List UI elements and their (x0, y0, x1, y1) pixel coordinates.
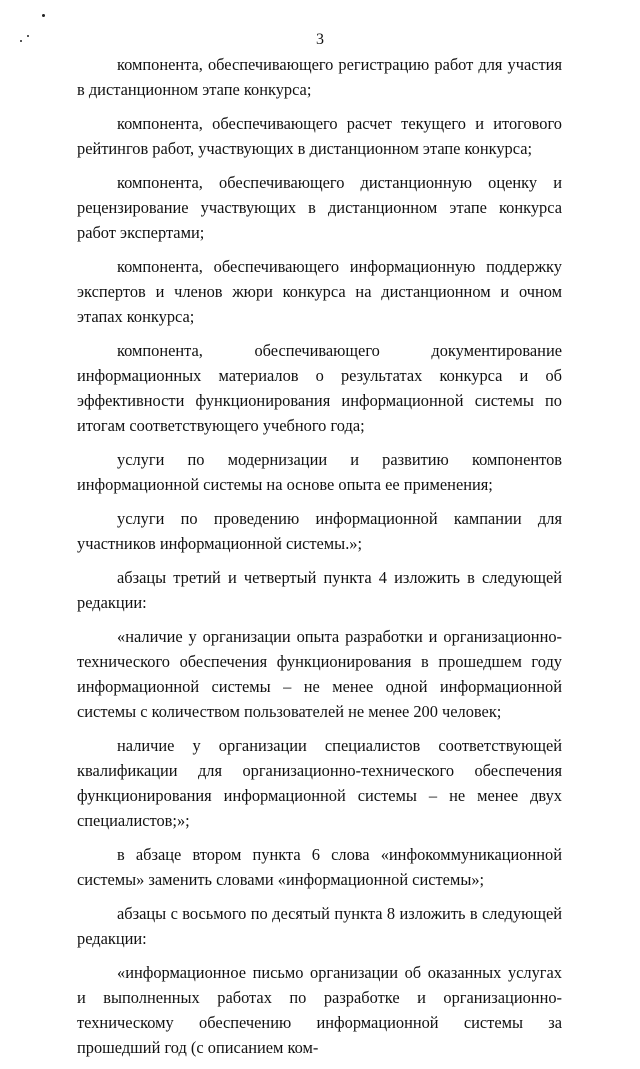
paragraph: компонента, обеспечивающего документирование информационных материалов о результатах конкурса и об эффективности функционирования информационной системы по итогам соответствующего учебного года; (77, 341, 562, 435)
paragraph: компонента, обеспечивающего информационную поддержку экспертов и членов жюри конкурса на дистанционном и очном этапах конкурса; (77, 257, 562, 326)
paragraph: «наличие у организации опыта разработки и организационно-технического обеспечения функционирования в прошедшем году информационной системы – не менее одной информационной системы с количеством пользователей не менее 200 человек; (77, 627, 562, 721)
paragraph: «информационное письмо организации об оказанных услугах и выполненных работах по разработке и организационно-техническому обеспечению информационной системы за прошедший год (с описанием ком- (77, 963, 562, 1057)
paragraph: в абзаце втором пункта 6 слова «инфокоммуникационной системы» заменить словами «информационной системы»; (77, 845, 562, 889)
paragraph: компонента, обеспечивающего регистрацию работ для участия в дистанционном этапе конкурса; (77, 55, 562, 99)
paragraph: услуги по модернизации и развитию компонентов информационной системы на основе опыта ее применения; (77, 450, 562, 494)
page-number: 3 (316, 31, 324, 48)
document-body (77, 52, 562, 1069)
paragraph: компонента, обеспечивающего расчет текущего и итогового рейтингов работ, участвующих в дистанционном этапе конкурса; (77, 114, 562, 158)
paragraph: наличие у организации специалистов соответствующей квалификации для организационно-технического обеспечения функционирования информационной системы – не менее двух специалистов;»; (77, 736, 562, 830)
paragraph: абзацы с восьмого по десятый пункта 8 изложить в следующей редакции: (77, 904, 562, 948)
scan-speck (42, 14, 45, 17)
paragraph: абзацы третий и четвертый пункта 4 изложить в следующей редакции: (77, 568, 562, 612)
paragraph: компонента, обеспечивающего дистанционную оценку и рецензирование участвующих в дистанционном этапе конкурса работ экспертами; (77, 173, 562, 242)
paragraph: услуги по проведению информационной кампании для участников информационной системы.»; (77, 509, 562, 553)
